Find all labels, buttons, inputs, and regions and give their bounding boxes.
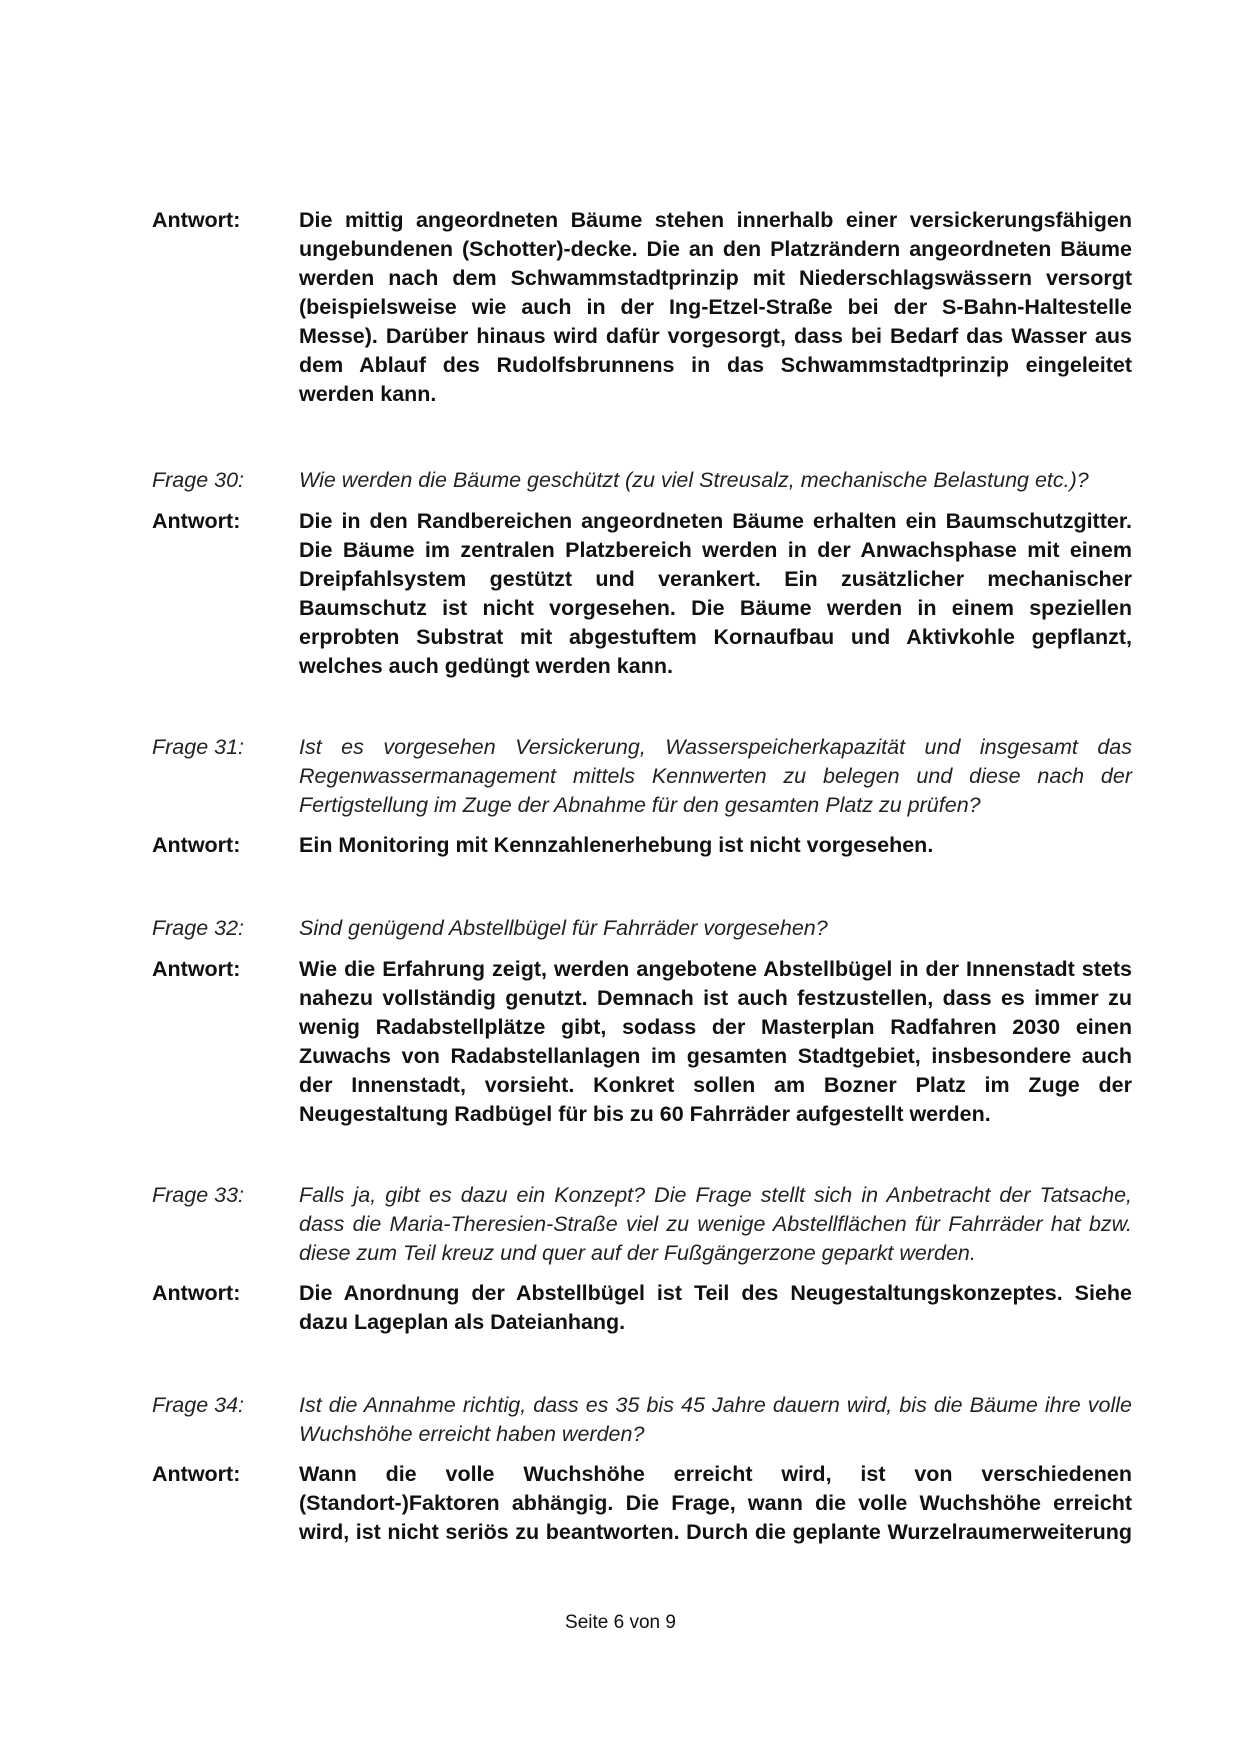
question-text: Wie werden die Bäume geschützt (zu viel Streusalz, mechanische Belastung etc.)?	[299, 468, 1089, 492]
question-label: Frage 31:	[152, 735, 245, 759]
answer-block	[152, 1279, 1132, 1337]
question-block-31	[152, 733, 1132, 820]
answer-block	[152, 1460, 1132, 1547]
question-text: Sind genügend Abstellbügel für Fahrräder vorgesehen?	[299, 916, 828, 940]
answer-text: Ein Monitoring mit Kennzahlenerhebung ist nicht vorgesehen.	[299, 833, 934, 857]
answer-block	[152, 955, 1132, 1129]
page-number: Seite 6 von 9	[565, 1612, 676, 1633]
answer-text: Die in den Randbereichen angeordneten Bäume erhalten ein Baumschutzgitter. Die Bäume im zentralen Platzbereich werden in der Anwachsphase mit einem Dreipfahlsystem gestützt und verankert. Ein zusätzlicher mechanischer Baumschutz ist nicht vorgesehen. Die Bäume werden in einem speziellen erprobten Substrat mit abgestuftem Kornaufbau und Aktivkohle gepflanzt, welches auch gedüngt werden kann.	[299, 509, 1132, 678]
answer-block	[152, 507, 1132, 681]
answer-label: Antwort:	[152, 957, 241, 981]
question-text: Ist die Annahme richtig, dass es 35 bis 45 Jahre dauern wird, bis die Bäume ihre volle Wuchshöhe erreicht haben werden?	[299, 1393, 1132, 1446]
answer-block	[152, 206, 1132, 409]
answer-label: Antwort:	[152, 509, 241, 533]
answer-label: Antwort:	[152, 833, 241, 857]
answer-text: Wann die volle Wuchshöhe erreicht wird, ist von verschiedenen (Standort-)Faktoren abhängig. Die Frage, wann die volle Wuchshöhe erreicht wird, ist nicht seriös zu beantworten. Durch die geplante Wurzelraumerweiterung	[299, 1462, 1132, 1544]
question-label: Frage 33:	[152, 1183, 245, 1207]
answer-text: Wie die Erfahrung zeigt, werden angebotene Abstellbügel in der Innenstadt stets nahezu vollständig genutzt. Demnach ist auch festzustellen, dass es immer zu wenig Radabstellplätze gibt, sodass der Masterplan Radfahren 2030 einen Zuwachs von Radabstellanlagen im gesamten Stadtgebiet, insbesondere auch der Innenstadt, vorsieht. Konkret sollen am Bozner Platz im Zuge der Neugestaltung Radbügel für bis zu 60 Fahrräder aufgestellt werden.	[299, 957, 1132, 1126]
answer-block	[152, 831, 1132, 860]
question-label: Frage 30:	[152, 468, 245, 492]
question-block-33	[152, 1181, 1132, 1268]
answer-text: Die Anordnung der Abstellbügel ist Teil des Neugestaltungskonzeptes. Siehe dazu Lageplan als Dateianhang.	[299, 1281, 1132, 1334]
answer-label: Antwort:	[152, 1281, 241, 1305]
answer-label: Antwort:	[152, 208, 241, 232]
question-block-34	[152, 1391, 1132, 1449]
answer-text: Die mittig angeordneten Bäume stehen innerhalb einer versickerungsfähigen ungebundenen (Schotter)-decke. Die an den Platzrändern angeordneten Bäume werden nach dem Schwammstadtprinzip mit Niederschlagswässern versorgt (beispielsweise wie auch in der Ing-Etzel-Straße bei der S-Bahn-Haltestelle Messe). Darüber hinaus wird dafür vorgesorgt, dass bei Bedarf das Wasser aus dem Ablauf des Rudolfsbrunnens in das Schwammstadtprinzip eingeleitet werden kann.	[299, 208, 1132, 406]
question-label: Frage 32:	[152, 916, 245, 940]
question-block-30	[152, 466, 1132, 495]
question-text: Falls ja, gibt es dazu ein Konzept? Die Frage stellt sich in Anbetracht der Tatsache, dass die Maria-Theresien-Straße viel zu wenige Abstellflächen für Fahrräder hat bzw. diese zum Teil kreuz und quer auf der Fußgängerzone geparkt werden.	[299, 1183, 1132, 1265]
question-text: Ist es vorgesehen Versickerung, Wasserspeicherkapazität und insgesamt das Regenwassermanagement mittels Kennwerten zu belegen und diese nach der Fertigstellung im Zuge der Abnahme für den gesamten Platz zu prüfen?	[299, 735, 1132, 817]
question-label: Frage 34:	[152, 1393, 245, 1417]
answer-label: Antwort:	[152, 1462, 241, 1486]
question-block-32	[152, 914, 1132, 943]
